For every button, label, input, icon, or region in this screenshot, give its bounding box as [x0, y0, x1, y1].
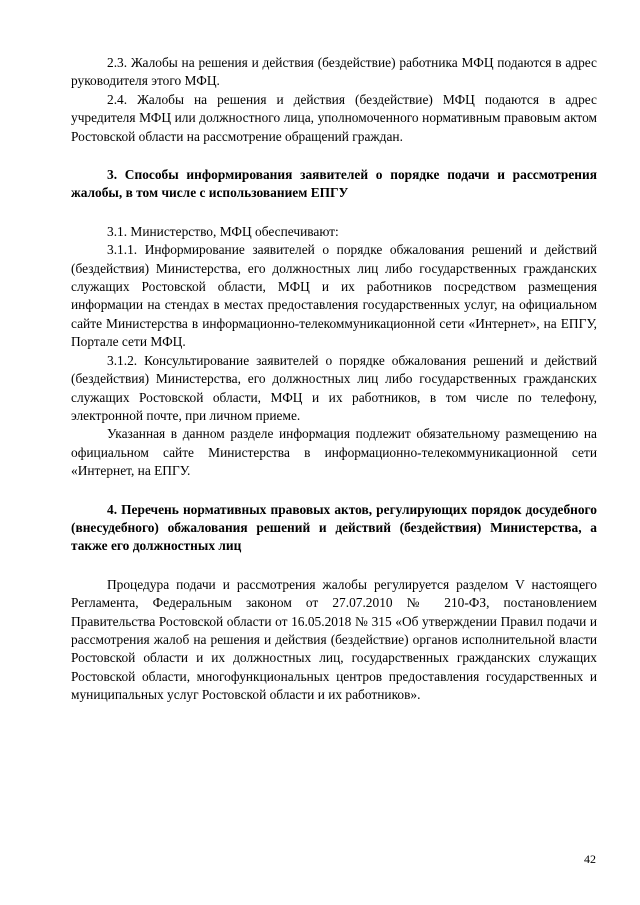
paragraph-info: Указанная в данном разделе информация подлежит обязательному размещению на официальном сайте Министерства в информационно-телекоммуникационной сети «Интернет, на ЕПГУ. [71, 426, 597, 479]
paragraph-2-4: 2.4. Жалобы на решения и действия (бездействие) МФЦ подаются в адрес учредителя МФЦ или должностного лица, уполномоченного нормативным правовым актом Ростовской области на рассмотрение обращений граждан. [71, 91, 597, 144]
page-number: 42 [584, 852, 596, 866]
paragraph-2-3: 2.3. Жалобы на решения и действия (бездействие) работника МФЦ подаются в адрес руководителя этого МФЦ. [71, 55, 597, 89]
paragraph-procedure: Процедура подачи и рассмотрения жалобы регулируется разделом V настоящего Регламента, Федеральным законом от 27.07.2010 № 210-ФЗ, постановлением Правительства Ростовской области от 16.05.2018 № 315 «Об утверждении Правил подачи и рассмотрения жалоб на решения и действия (бездействие) органов исполнительной власти Ростовской области и их должностных лиц, государственных гражданских служащих Ростовской области, многофункциональных центров предоставления государственных и муниципальных услуг Ростовской области и их работников». [71, 576, 597, 703]
spacer [71, 146, 597, 166]
paragraph-3-1: 3.1. Министерство, МФЦ обеспечивают: [107, 223, 339, 239]
spacer [71, 556, 597, 576]
document-page [71, 54, 597, 705]
paragraph-3-1-2: 3.1.2. Консультирование заявителей о порядке обжалования решений и действий (бездействия) Министерства, его должностных лиц либо государственных гражданских служащих Ростовской области, МФЦ и их работников, в том числе по телефону, электронной почте, при личном приеме. [71, 352, 597, 423]
section-4-heading: 4. Перечень нормативных правовых актов, регулирующих порядок досудебного (внесудебного) обжалования решений и действий (бездействия) Министерства, а также его должностных лиц [71, 501, 597, 554]
spacer [71, 203, 597, 223]
section-3-heading: 3. Способы информирования заявителей о порядке подачи и рассмотрения жалобы, в том числе с использованием ЕПГУ [71, 167, 597, 201]
spacer [71, 481, 597, 501]
paragraph-3-1-1: 3.1.1. Информирование заявителей о порядке обжалования решений и действий (бездействия) Министерства, его должностных лиц либо государственных гражданских служащих Ростовской области, МФЦ и их работников посредством размещения информации на стендах в местах предоставления государственных услуг, на официальном сайте Министерства в информационно-телекоммуникационной сети «Интернет», на ЕПГУ, Портале сети МФЦ. [71, 242, 597, 350]
